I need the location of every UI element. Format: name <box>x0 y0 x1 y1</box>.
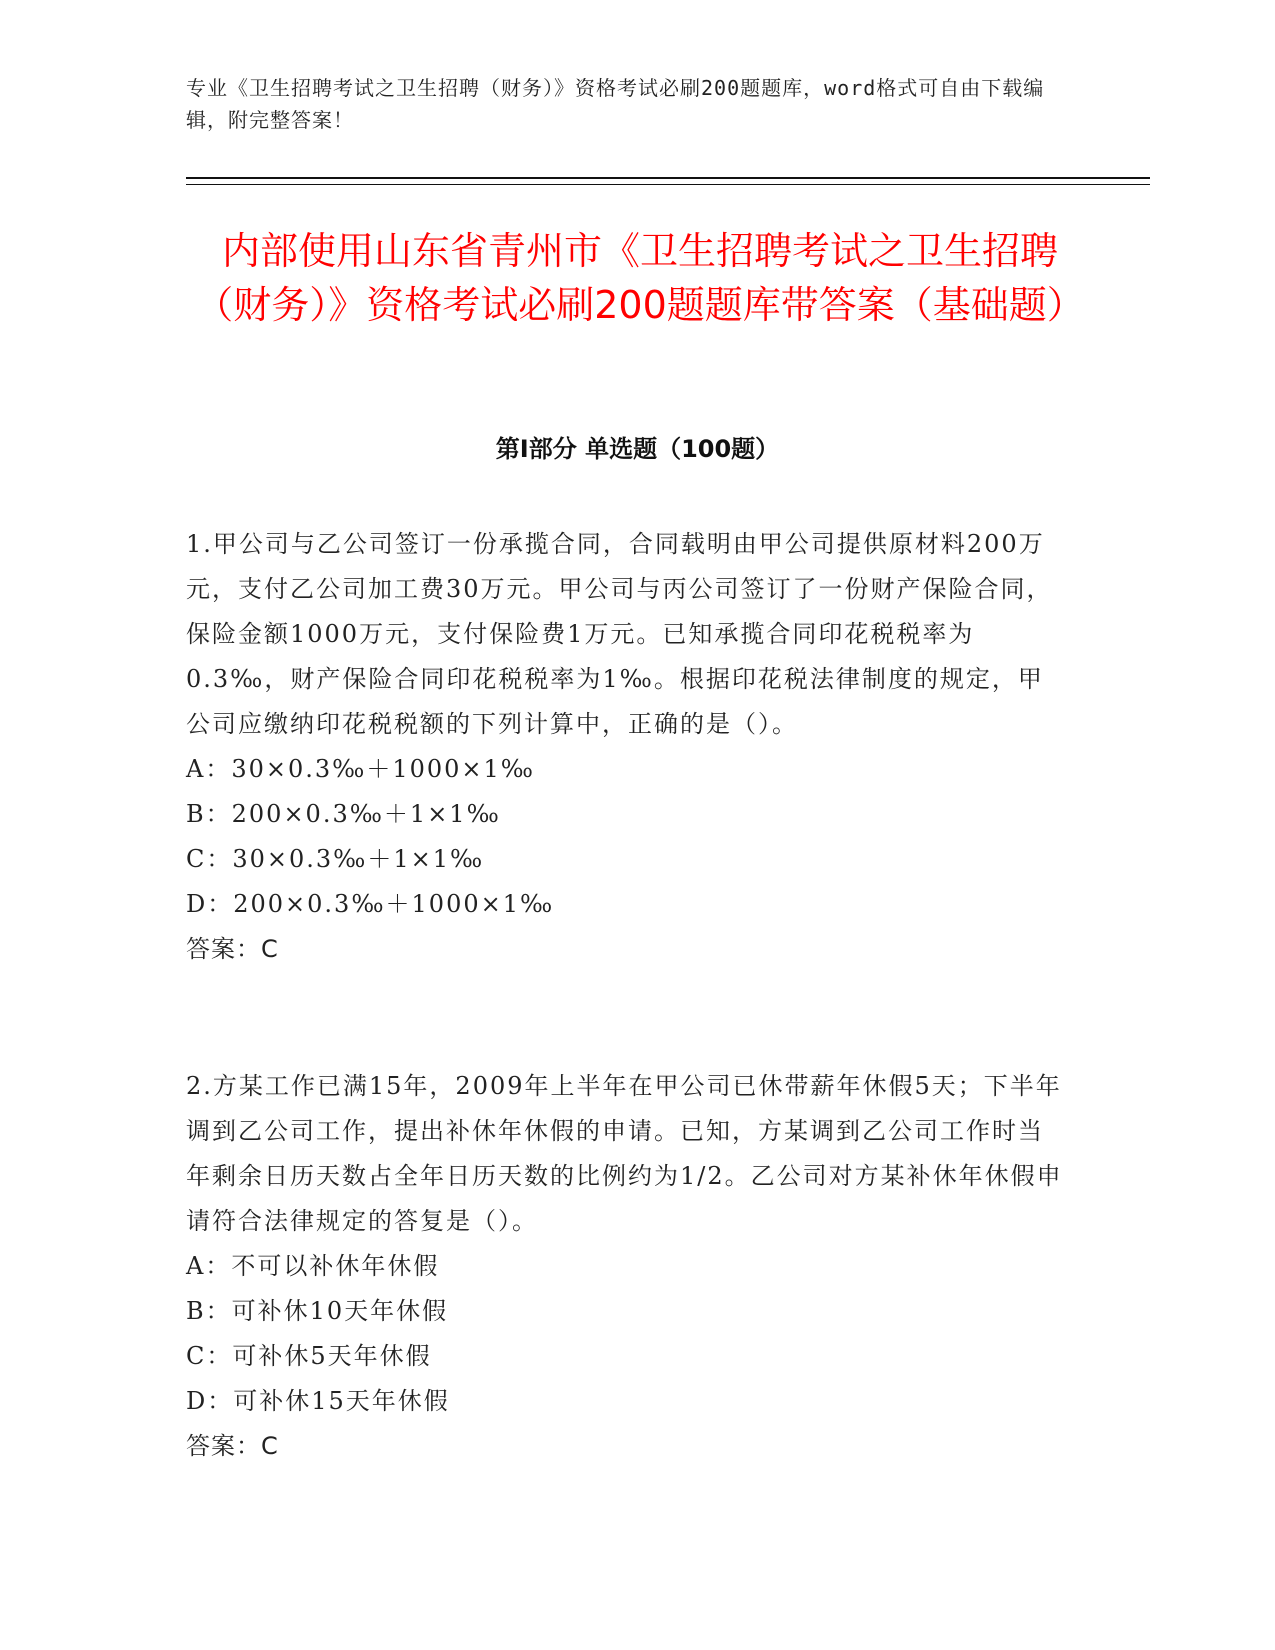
question-1 <box>186 522 1066 972</box>
answer-line: 答案：C <box>186 1432 279 1460</box>
option-a: A：不可以补休年休假 <box>186 1252 440 1280</box>
option-b: B：200×0.3‰＋1×1‰ <box>186 800 501 828</box>
header-divider-thick <box>186 177 1150 179</box>
option-b: B：可补休10天年休假 <box>186 1297 449 1325</box>
option-d: D：可补休15天年休假 <box>186 1387 450 1415</box>
option-a: A：30×0.3‰＋1000×1‰ <box>186 755 536 783</box>
question-stem: 2.方某工作已满15年，2009年上半年在甲公司已休带薪年休假5天；下半年调到乙公司工作，提出补休年休假的申请。已知，方某调到乙公司工作时当年剩余日历天数占全年日历天数的比例约为1/2。乙公司对方某补休年休假申请符合法律规定的答复是（）。 <box>186 1072 1063 1235</box>
document-title: 内部使用山东省青州市《卫生招聘考试之卫生招聘（财务）》资格考试必刷200题题库带答案（基础题） <box>195 229 1085 327</box>
option-c: C：可补休5天年休假 <box>186 1342 432 1370</box>
question-stem: 1.甲公司与乙公司签订一份承揽合同，合同载明由甲公司提供原材料200万元，支付乙公司加工费30万元。甲公司与丙公司签订了一份财产保险合同，保险金额1000万元，支付保险费1万元。已知承揽合同印花税税率为0.3‰，财产保险合同印花税税率为1‰。根据印花税法律制度的规定，甲公司应缴纳印花税税额的下列计算中，正确的是（）。 <box>186 530 1053 738</box>
question-2 <box>186 1064 1066 1469</box>
option-d: D：200×0.3‰＋1000×1‰ <box>186 890 555 918</box>
answer-line: 答案：C <box>186 935 279 963</box>
header-note: 专业《卫生招聘考试之卫生招聘（财务）》资格考试必刷200题题库，word格式可自由下载编辑，附完整答案！ <box>186 76 1045 132</box>
section-heading: 第Ⅰ部分 单选题（100题） <box>495 435 780 463</box>
header-divider-thin <box>186 184 1150 185</box>
option-c: C：30×0.3‰＋1×1‰ <box>186 845 485 873</box>
